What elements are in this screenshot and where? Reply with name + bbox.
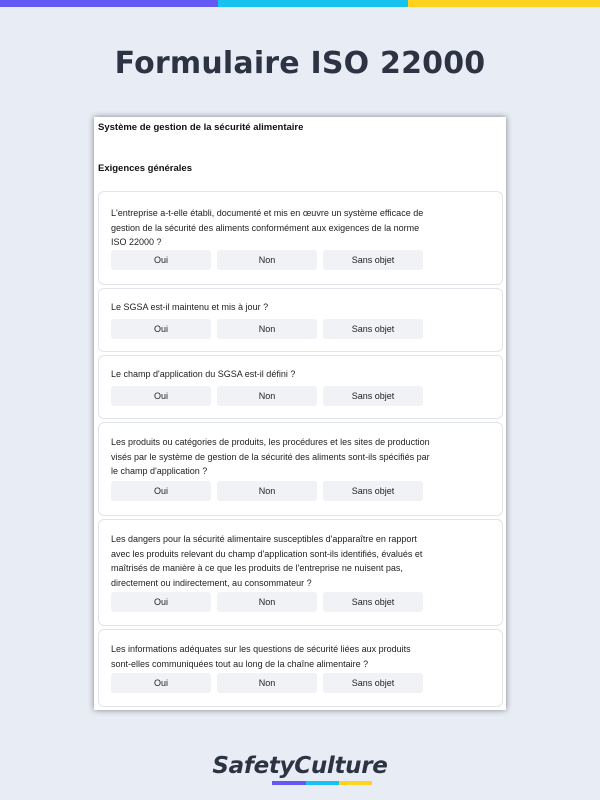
- answer-no-button[interactable]: Non: [217, 673, 317, 693]
- answer-yes-button[interactable]: Oui: [111, 250, 211, 270]
- question-card: [98, 288, 503, 352]
- question-text: L'entreprise a-t-elle établi, documenté et mis en œuvre un système efficace de gestion de la sécurité des aliments conformément aux exigences de la norme ISO 22000 ?: [111, 208, 424, 247]
- question-card: [98, 422, 503, 516]
- answer-options: [111, 386, 423, 406]
- answer-options: [111, 592, 423, 612]
- answer-na-button[interactable]: Sans objet: [323, 481, 423, 501]
- answer-na-button[interactable]: Sans objet: [323, 250, 423, 270]
- answer-na-button[interactable]: Sans objet: [323, 592, 423, 612]
- question-text: Le champ d'application du SGSA est-il défini ?: [111, 369, 296, 379]
- safetyculture-logo: SafetyCulture: [212, 753, 388, 779]
- answer-options: [111, 673, 423, 693]
- answer-options: [111, 250, 423, 270]
- top-bar-purple-segment: [0, 0, 218, 7]
- answer-yes-button[interactable]: Oui: [111, 673, 211, 693]
- section-title: Système de gestion de la sécurité alimentaire: [98, 122, 304, 133]
- question-text: Les informations adéquates sur les questions de sécurité liées aux produits sont-elles communiquées tout au long de la chaîne alimentaire ?: [111, 644, 411, 669]
- answer-no-button[interactable]: Non: [217, 319, 317, 339]
- answer-options: [111, 319, 423, 339]
- page-title: Formulaire ISO 22000: [114, 46, 486, 81]
- answer-yes-button[interactable]: Oui: [111, 592, 211, 612]
- answer-yes-button[interactable]: Oui: [111, 386, 211, 406]
- question-card: [98, 355, 503, 419]
- top-bar-blue-segment: [218, 0, 408, 7]
- logo-underline-icon: [272, 781, 372, 785]
- question-card: [98, 519, 503, 626]
- answer-no-button[interactable]: Non: [217, 250, 317, 270]
- question-text: Les produits ou catégories de produits, les procédures et les sites de production visés par le système de gestion de la sécurité des aliments sont-ils spécifiés par le champ d'application ?: [111, 437, 430, 476]
- top-bar-yellow-segment: [408, 0, 600, 7]
- answer-yes-button[interactable]: Oui: [111, 319, 211, 339]
- answer-na-button[interactable]: Sans objet: [323, 673, 423, 693]
- answer-na-button[interactable]: Sans objet: [323, 386, 423, 406]
- question-card: [98, 191, 503, 285]
- answer-options: [111, 481, 423, 501]
- question-text: Le SGSA est-il maintenu et mis à jour ?: [111, 302, 269, 312]
- answer-no-button[interactable]: Non: [217, 481, 317, 501]
- top-color-bar: [0, 0, 600, 7]
- question-card: [98, 629, 503, 707]
- answer-no-button[interactable]: Non: [217, 386, 317, 406]
- answer-no-button[interactable]: Non: [217, 592, 317, 612]
- form-card: [94, 117, 506, 710]
- subsection-title: Exigences générales: [98, 163, 192, 174]
- question-text: Les dangers pour la sécurité alimentaire susceptibles d'apparaître en rapport avec les produits relevant du champ d'application sont-ils identifiés, évalués et maîtrisés de manière à ce que les produits de l'entreprise ne nuisent pas, directement ou indirectement, au consommateur ?: [111, 534, 423, 588]
- answer-yes-button[interactable]: Oui: [111, 481, 211, 501]
- answer-na-button[interactable]: Sans objet: [323, 319, 423, 339]
